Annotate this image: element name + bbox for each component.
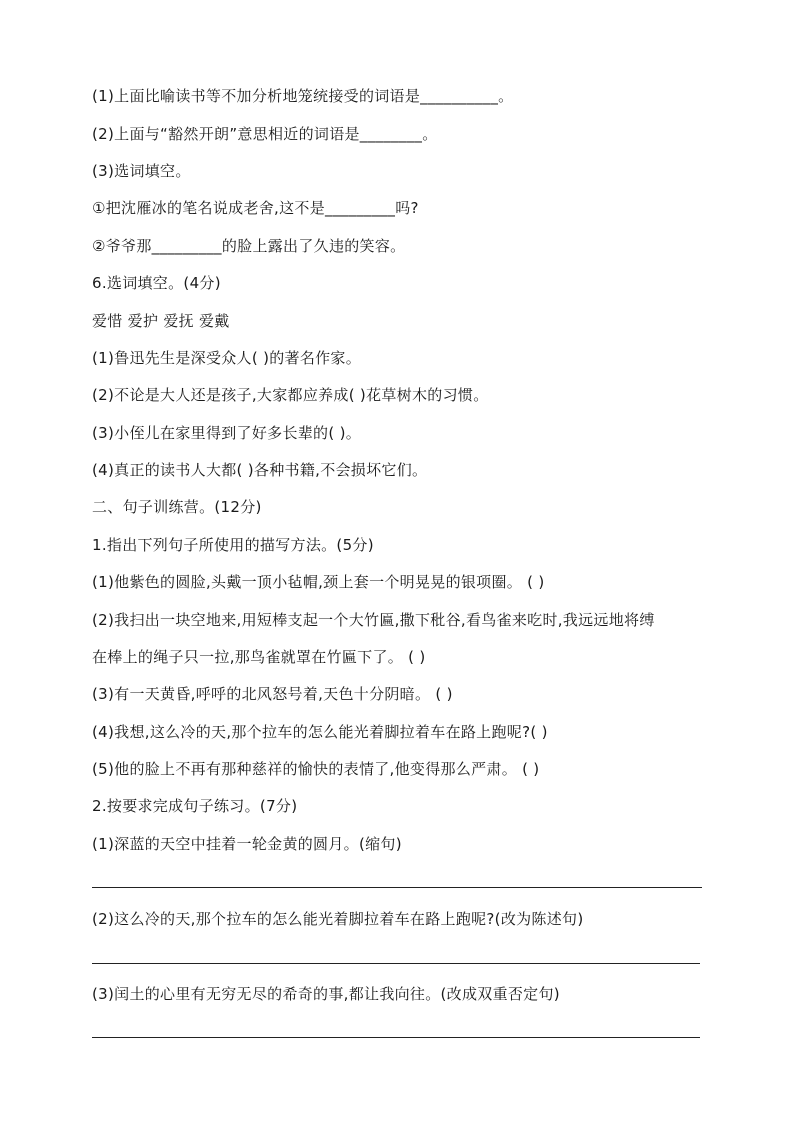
question-s1-2-line1: (2)我扫出一块空地来,用短棒支起一个大竹匾,撒下秕谷,看鸟雀来吃时,我远远地将缚 [92, 611, 655, 629]
question-5-2: (2)上面与“豁然开朗”意思相近的词语是________。 [92, 125, 438, 143]
word-options: 爱惜 爱护 爱抚 爱戴 [92, 312, 230, 330]
question-6-2: (2)不论是大人还是孩子,大家都应养成( )花草树木的习惯。 [92, 386, 489, 404]
question-s1-5: (5)他的脸上不再有那种慈祥的愉快的表情了,他变得那么严肃。 ( ) [92, 760, 540, 778]
question-s1-4: (4)我想,这么冷的天,那个拉车的怎么能光着脚拉着车在路上跑呢?( ) [92, 723, 548, 741]
question-5-1: (1)上面比喻读书等不加分析地笼统接受的词语是__________。 [92, 87, 514, 105]
question-s2-2: (2)这么冷的天,那个拉车的怎么能光着脚拉着车在路上跑呢?(改为陈述句) [92, 910, 584, 928]
question-6-4: (4)真正的读书人大都( )各种书籍,不会损坏它们。 [92, 461, 428, 479]
question-6-1: (1)鲁迅先生是深受众人( )的著名作家。 [92, 349, 362, 367]
question-s2-title: 2.按要求完成句子练习。(7分) [92, 797, 298, 815]
question-6-title: 6.选词填空。(4分) [92, 274, 221, 292]
question-s1-1: (1)他紫色的圆脸,头戴一顶小毡帽,颈上套一个明晃晃的银项圈。 ( ) [92, 573, 545, 591]
question-s1-2-line2: 在棒上的绳子只一拉,那鸟雀就罩在竹匾下了。 ( ) [92, 648, 426, 666]
answer-line-1[interactable] [92, 887, 702, 888]
question-s2-1: (1)深蓝的天空中挂着一轮金黄的圆月。(缩句) [92, 835, 402, 853]
question-s1-3: (3)有一天黄昏,呼呼的北风怒号着,天色十分阴暗。 ( ) [92, 685, 453, 703]
question-5-3: (3)选词填空。 [92, 162, 191, 180]
question-6-3: (3)小侄儿在家里得到了好多长辈的( )。 [92, 424, 362, 442]
answer-line-3[interactable] [92, 1037, 700, 1038]
section-2-title: 二、句子训练营。(12分) [92, 498, 262, 516]
question-5-3-a: ①把沈雁冰的笔名说成老舍,这不是_________吗? [92, 199, 419, 217]
question-5-3-b: ②爷爷那_________的脸上露出了久违的笑容。 [92, 237, 406, 255]
question-s1-title: 1.指出下列句子所使用的描写方法。(5分) [92, 536, 374, 554]
question-s2-3: (3)闰土的心里有无穷无尽的希奇的事,都让我向往。(改成双重否定句) [92, 985, 560, 1003]
answer-line-2[interactable] [92, 963, 700, 964]
